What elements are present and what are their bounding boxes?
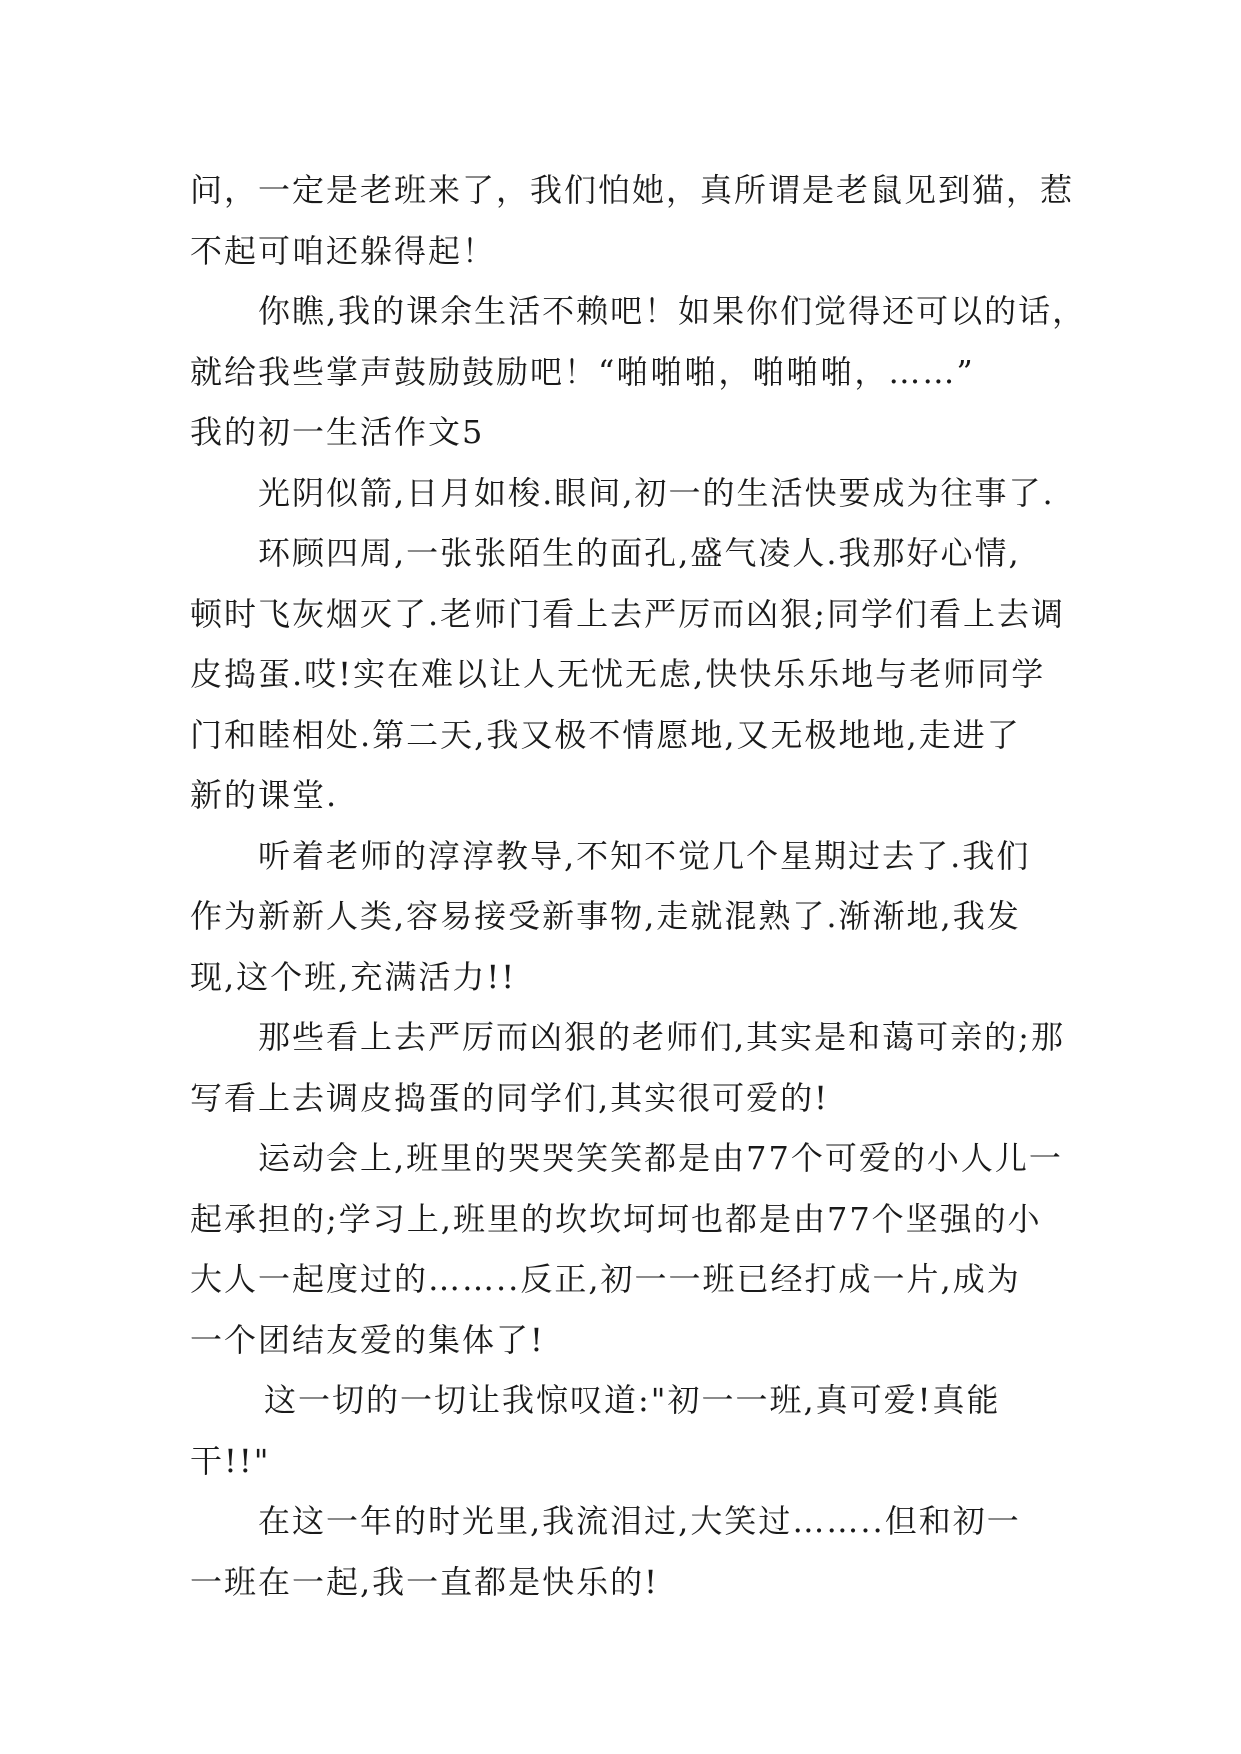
section-heading: 我的初一生活作文5	[190, 413, 485, 451]
text-line: 一班在一起,我一直都是快乐的!	[190, 1562, 660, 1601]
paragraph-start-line: 在这一年的时光里,我流泪过,大笑过……..但和初一	[258, 1502, 1021, 1540]
paragraph-start-line: 环顾四周,一张张陌生的面孔,盛气凌人.我那好心情,	[258, 534, 1021, 572]
paragraph-start-line: 运动会上,班里的哭哭笑笑都是由77个可爱的小人儿一	[258, 1139, 1063, 1177]
essay-text	[190, 160, 1090, 1612]
paragraph-start-line: 这一切的一切让我惊叹道:"初一一班,真可爱!真能	[264, 1381, 1001, 1419]
text-line: 干!!"	[190, 1441, 271, 1480]
text-line: 现,这个班,充满活力!!	[190, 957, 517, 996]
paragraph-start-line: 听着老师的淳淳教导,不知不觉几个星期过去了.我们	[258, 836, 1031, 875]
text-line: 大人一起度过的……..反正,初一一班已经打成一片,成为	[190, 1260, 1021, 1298]
paragraph-start-line: 你瞧,我的课余生活不赖吧！如果你们觉得还可以的话，	[258, 292, 1087, 330]
text-line: 就给我些掌声鼓励鼓励吧！“啪啪啪，啪啪啪，……”	[190, 352, 975, 391]
text-line: 新的课堂.	[190, 776, 339, 814]
text-line: 皮捣蛋.哎!实在难以让人无忧无虑,快快乐乐地与老师同学	[190, 655, 1046, 693]
paragraph-start-line: 那些看上去严厉而凶狠的老师们,其实是和蔼可亲的;那	[258, 1018, 1065, 1056]
text-line: 起承担的;学习上,班里的坎坎坷坷也都是由77个坚强的小	[190, 1199, 1042, 1238]
text-line: 问，一定是老班来了，我们怕她，真所谓是老鼠见到猫，惹	[190, 171, 1075, 209]
text-line: 写看上去调皮捣蛋的同学们,其实很可爱的!	[190, 1078, 830, 1117]
text-line: 门和睦相处.第二天,我又极不情愿地,又无极地地,走进了	[190, 715, 1021, 754]
text-line: 一个团结友爱的集体了!	[190, 1320, 545, 1359]
text-line: 不起可咱还躲得起！	[190, 231, 497, 270]
text-line: 作为新新人类,容易接受新事物,走就混熟了.渐渐地,我发	[190, 897, 1021, 935]
paragraph-start-line: 光阴似箭,日月如梭.眼间,初一的生活快要成为往事了.	[258, 473, 1055, 512]
text-line: 顿时飞灰烟灭了.老师门看上去严厉而凶狠;同学们看上去调	[190, 594, 1065, 633]
